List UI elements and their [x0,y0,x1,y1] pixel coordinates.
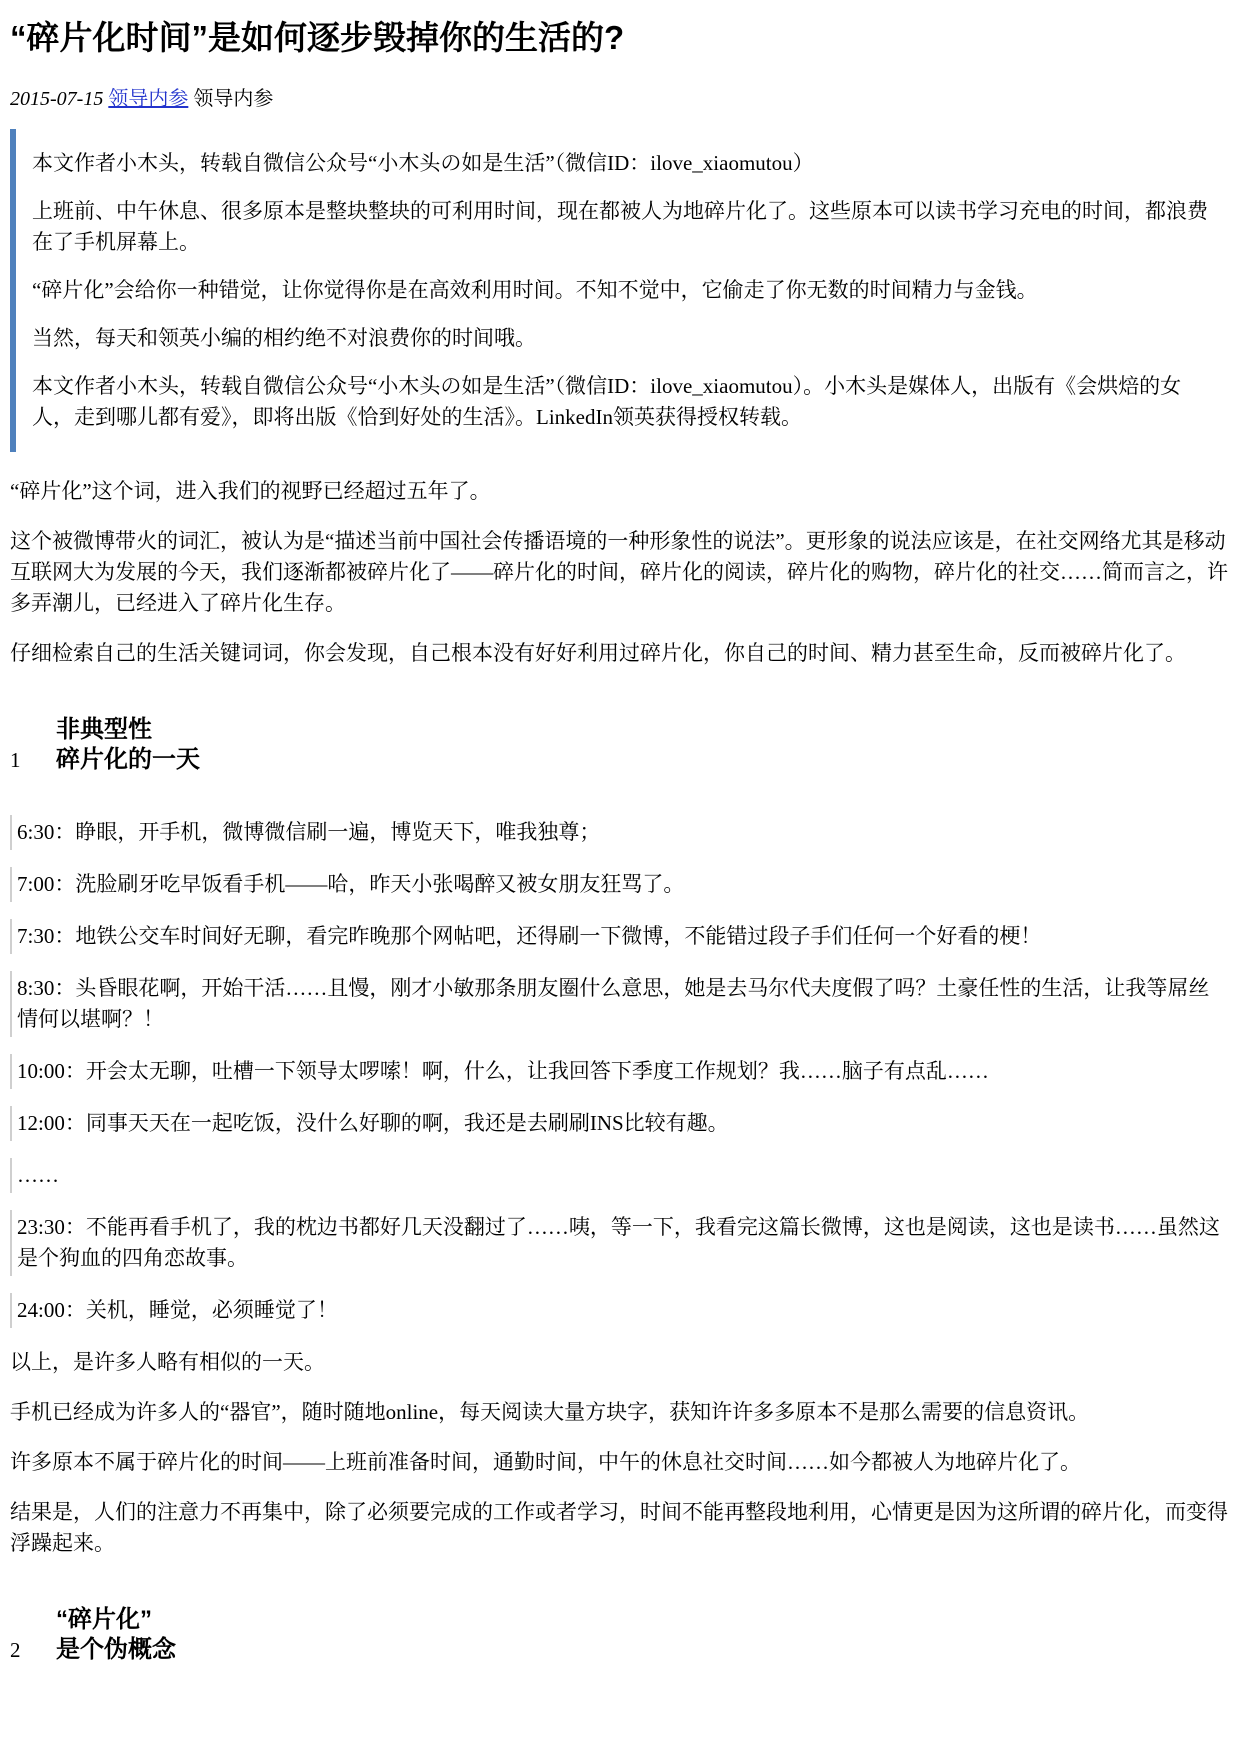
body-paragraph: “碎片化”这个词，进入我们的视野已经超过五年了。 [10,479,491,503]
section-heading-line1: 非典型性 [56,716,152,743]
quote-paragraph: “碎片化”会给你一种错觉，让你觉得你是在高效利用时间。不知不觉中，它偷走了你无数的时间精力与金钱。 [32,278,1038,302]
body-paragraph: 手机已经成为许多人的“器官”，随时随地online，每天阅读大量方块字，获知许许多多原本不是那么需要的信息资讯。 [10,1400,1090,1424]
section-heading-2 [10,1605,1230,1665]
article-date: 2015-07-15 [10,88,104,110]
section-heading-line2: 是个伪概念 [56,1636,176,1663]
section-number: 1 [10,748,21,772]
timeline-entry: 12:00：同事天天在一起吃饭，没什么好聊的啊，我还是去刷刷INS比较有趣。 [10,1106,1230,1141]
timeline-entry: 7:30：地铁公交车时间好无聊，看完昨晚那个网帖吧，还得刷一下微博，不能错过段子手们任何一个好看的梗！ [10,919,1230,954]
timeline-entry: 8:30：头昏眼花啊，开始干活……且慢，刚才小敏那条朋友圈什么意思，她是去马尔代夫度假了吗？土豪任性的生活，让我等屌丝情何以堪啊？！ [10,971,1230,1037]
body-paragraph: 许多原本不属于碎片化的时间——上班前准备时间，通勤时间，中午的休息社交时间……如今都被人为地碎片化了。 [10,1450,1081,1474]
quote-paragraph: 本文作者小木头，转载自微信公众号“小木头の如是生活”（微信ID：ilove_xiaomutou） [32,151,814,175]
body-paragraph: 结果是，人们的注意力不再集中，除了必须要完成的工作或者学习，时间不能再整段地利用，心情更是因为这所谓的碎片化，而变得浮躁起来。 [10,1500,1228,1555]
timeline-list [10,815,1230,1328]
timeline-entry: 6:30：睁眼，开手机，微博微信刷一遍，博览天下，唯我独尊； [10,815,1230,850]
timeline-entry: 23:30：不能再看手机了，我的枕边书都好几天没翻过了……咦，等一下，我看完这篇长微博，这也是阅读，这也是读书……虽然这是个狗血的四角恋故事。 [10,1210,1230,1276]
source-link[interactable]: 领导内参 [108,88,189,110]
quote-paragraph: 上班前、中午休息、很多原本是整块整块的可利用时间，现在都被人为地碎片化了。这些原本可以读书学习充电的时间，都浪费在了手机屏幕上。 [32,199,1208,254]
timeline-entry: …… [10,1158,1230,1193]
section-heading-1 [10,715,1230,775]
timeline-entry: 24:00：关机，睡觉，必须睡觉了！ [10,1293,1230,1328]
body-paragraph: 这个被微博带火的词汇，被认为是“描述当前中国社会传播语境的一种形象性的说法”。更形象的说法应该是，在社交网络尤其是移动互联网大为发展的今天，我们逐渐都被碎片化了——碎片化的时间，碎片化的阅读，碎片化的购物，碎片化的社交……简而言之，许多弄潮儿，已经进入了碎片化生存。 [10,529,1228,615]
body-paragraph: 以上，是许多人略有相似的一天。 [10,1350,325,1374]
timeline-entry: 7:00：洗脸刷牙吃早饭看手机——哈，昨天小张喝醉又被女朋友狂骂了。 [10,867,1230,902]
lead-blockquote [10,129,1230,452]
source-name: 领导内参 [193,88,274,110]
section-heading-line2: 碎片化的一天 [56,746,200,773]
dateline [10,84,1230,115]
quote-paragraph: 当然，每天和领英小编的相约绝不对浪费你的时间哦。 [32,326,536,350]
quote-paragraph: 本文作者小木头，转载自微信公众号“小木头の如是生活”（微信ID：ilove_xiaomutou）。小木头是媒体人，出版有《会烘焙的女人，走到哪儿都有爱》，即将出版《恰到好处的生活》。LinkedIn领英获得授权转载。 [32,374,1182,429]
section-heading-line1: “碎片化” [56,1606,152,1633]
timeline-entry: 10:00：开会太无聊，吐槽一下领导太啰嗦！啊，什么，让我回答下季度工作规划？我……脑子有点乱…… [10,1054,1230,1089]
article-title: “碎片化时间”是如何逐步毁掉你的生活的? [10,19,625,56]
body-paragraph: 仔细检索自己的生活关键词词，你会发现，自己根本没有好好利用过碎片化，你自己的时间、精力甚至生命，反而被碎片化了。 [10,641,1186,665]
section-number: 2 [10,1638,21,1662]
